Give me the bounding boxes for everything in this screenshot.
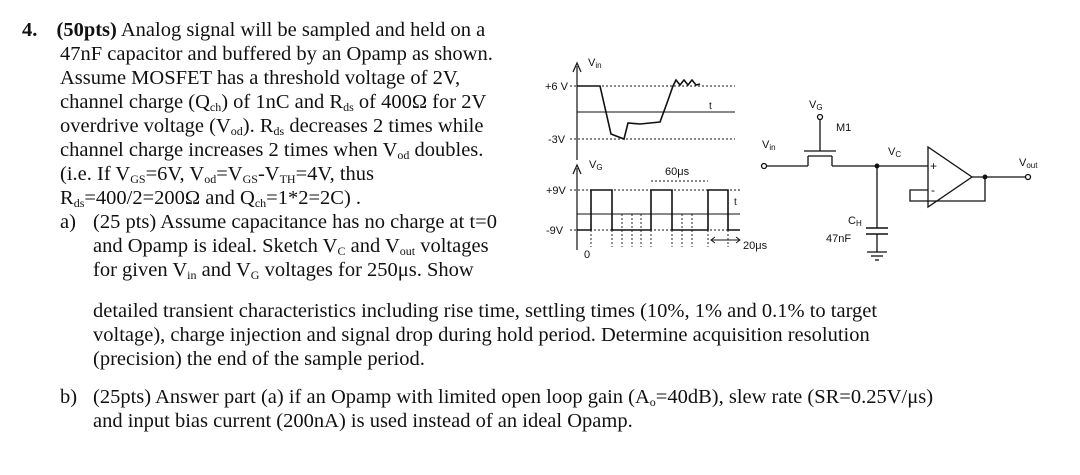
vg-period-label: 60μs [665,166,690,178]
part-a-line-2: and Opamp is ideal. Sketch $V_C$ and $V_{out}$ voltages [93,235,489,258]
question-line-8: $R_{ds}=400/2=200\Omega$ and $Q_{ch}=1*2=2C$) . [60,187,362,210]
part-b-line-2: and input bias current (200nA) is used instead of an ideal Opamp. [93,410,633,432]
question-line-3: Assume MOSFET has a threshold voltage of 2V, [60,67,461,89]
circuit-vc-label: VC [888,146,902,159]
question-line-5: overdrive voltage $(V_{od})$. $R_{ds}$ decreases 2 times while [60,115,484,138]
part-a-line-4: detailed transient characteristics including rise time, settling times (10%, 1% and 0.1% to target [93,300,878,322]
vin-t-label: t [709,101,712,112]
vin-high-label: +6 V [545,81,568,93]
question-line-6: channel charge increases 2 times when $V_{od}$ doubles. [60,139,484,162]
vg-pulse-label: 20μs [743,240,768,252]
vg-waveform [570,165,740,250]
question-line-1: 4. (50pts) Analog signal will be sampled and held on a [22,19,486,41]
question-line-4: channel charge $(Q_{ch})$ of 1nC and $R_{ds}$ of 400Ω for 2V [60,91,487,114]
capacitor-value: 47nF [826,233,852,245]
vg-low-label: -9V [546,225,564,237]
feedback-path [910,177,985,201]
part-a-line-6: (precision) the end of the sample period. [93,348,425,370]
ground-symbol [867,252,887,260]
question-line-7: (i.e. If $V_{GS}=6V$, $V_{od}=V_{GS}-V_{TH}=4V$, thus [60,163,374,186]
vg-t-label: t [734,197,737,208]
opamp-minus: - [931,183,935,197]
vin-axis-label: Vin [588,57,602,70]
vin-signal-trace [577,80,700,139]
vg-origin-label: 0 [584,249,591,261]
hold-capacitor [866,166,888,252]
mosfet-m1 [804,115,836,167]
mosfet-label: M1 [836,122,852,134]
vg-high-label: +9V [546,185,566,197]
part-b-label: b) [60,386,78,408]
capacitor-label: CH [848,215,862,228]
part-b-line-1: (25pts) Answer part (a) if an Opamp with limited open loop gain $(A_o=40dB)$, slew rate (SR=0.25V/μs) [93,386,934,409]
opamp-plus: + [930,159,938,173]
sample-hold-circuit [762,115,1031,261]
vin-terminal [762,164,767,169]
part-a-line-5: voltage), charge injection and signal drop during hold period. Determine acquisition resolution [93,324,870,346]
opamp-triangle [928,147,972,207]
question-number: 4. [22,19,38,41]
part-a-line-1: (25 pts) Assume capacitance has no charge at t=0 [93,211,497,233]
question-points: (50pts) [56,19,117,41]
question-line-2: 47nF capacitor and buffered by an Opamp as shown. [60,43,493,65]
circuit-vg-label: VG [809,99,823,112]
circuit-vin-label: Vin [762,139,776,152]
vin-low-label: -3V [548,134,566,146]
vout-label: Vout [1019,157,1038,170]
vg-pulse-train [577,190,740,230]
part-a-label: a) [60,211,76,233]
vg-axis-label: VG [589,159,603,172]
vout-terminal [1026,175,1031,180]
part-a-line-3: for given $V_{in}$ and $V_G$ voltages for 250μs. Show [93,259,474,282]
